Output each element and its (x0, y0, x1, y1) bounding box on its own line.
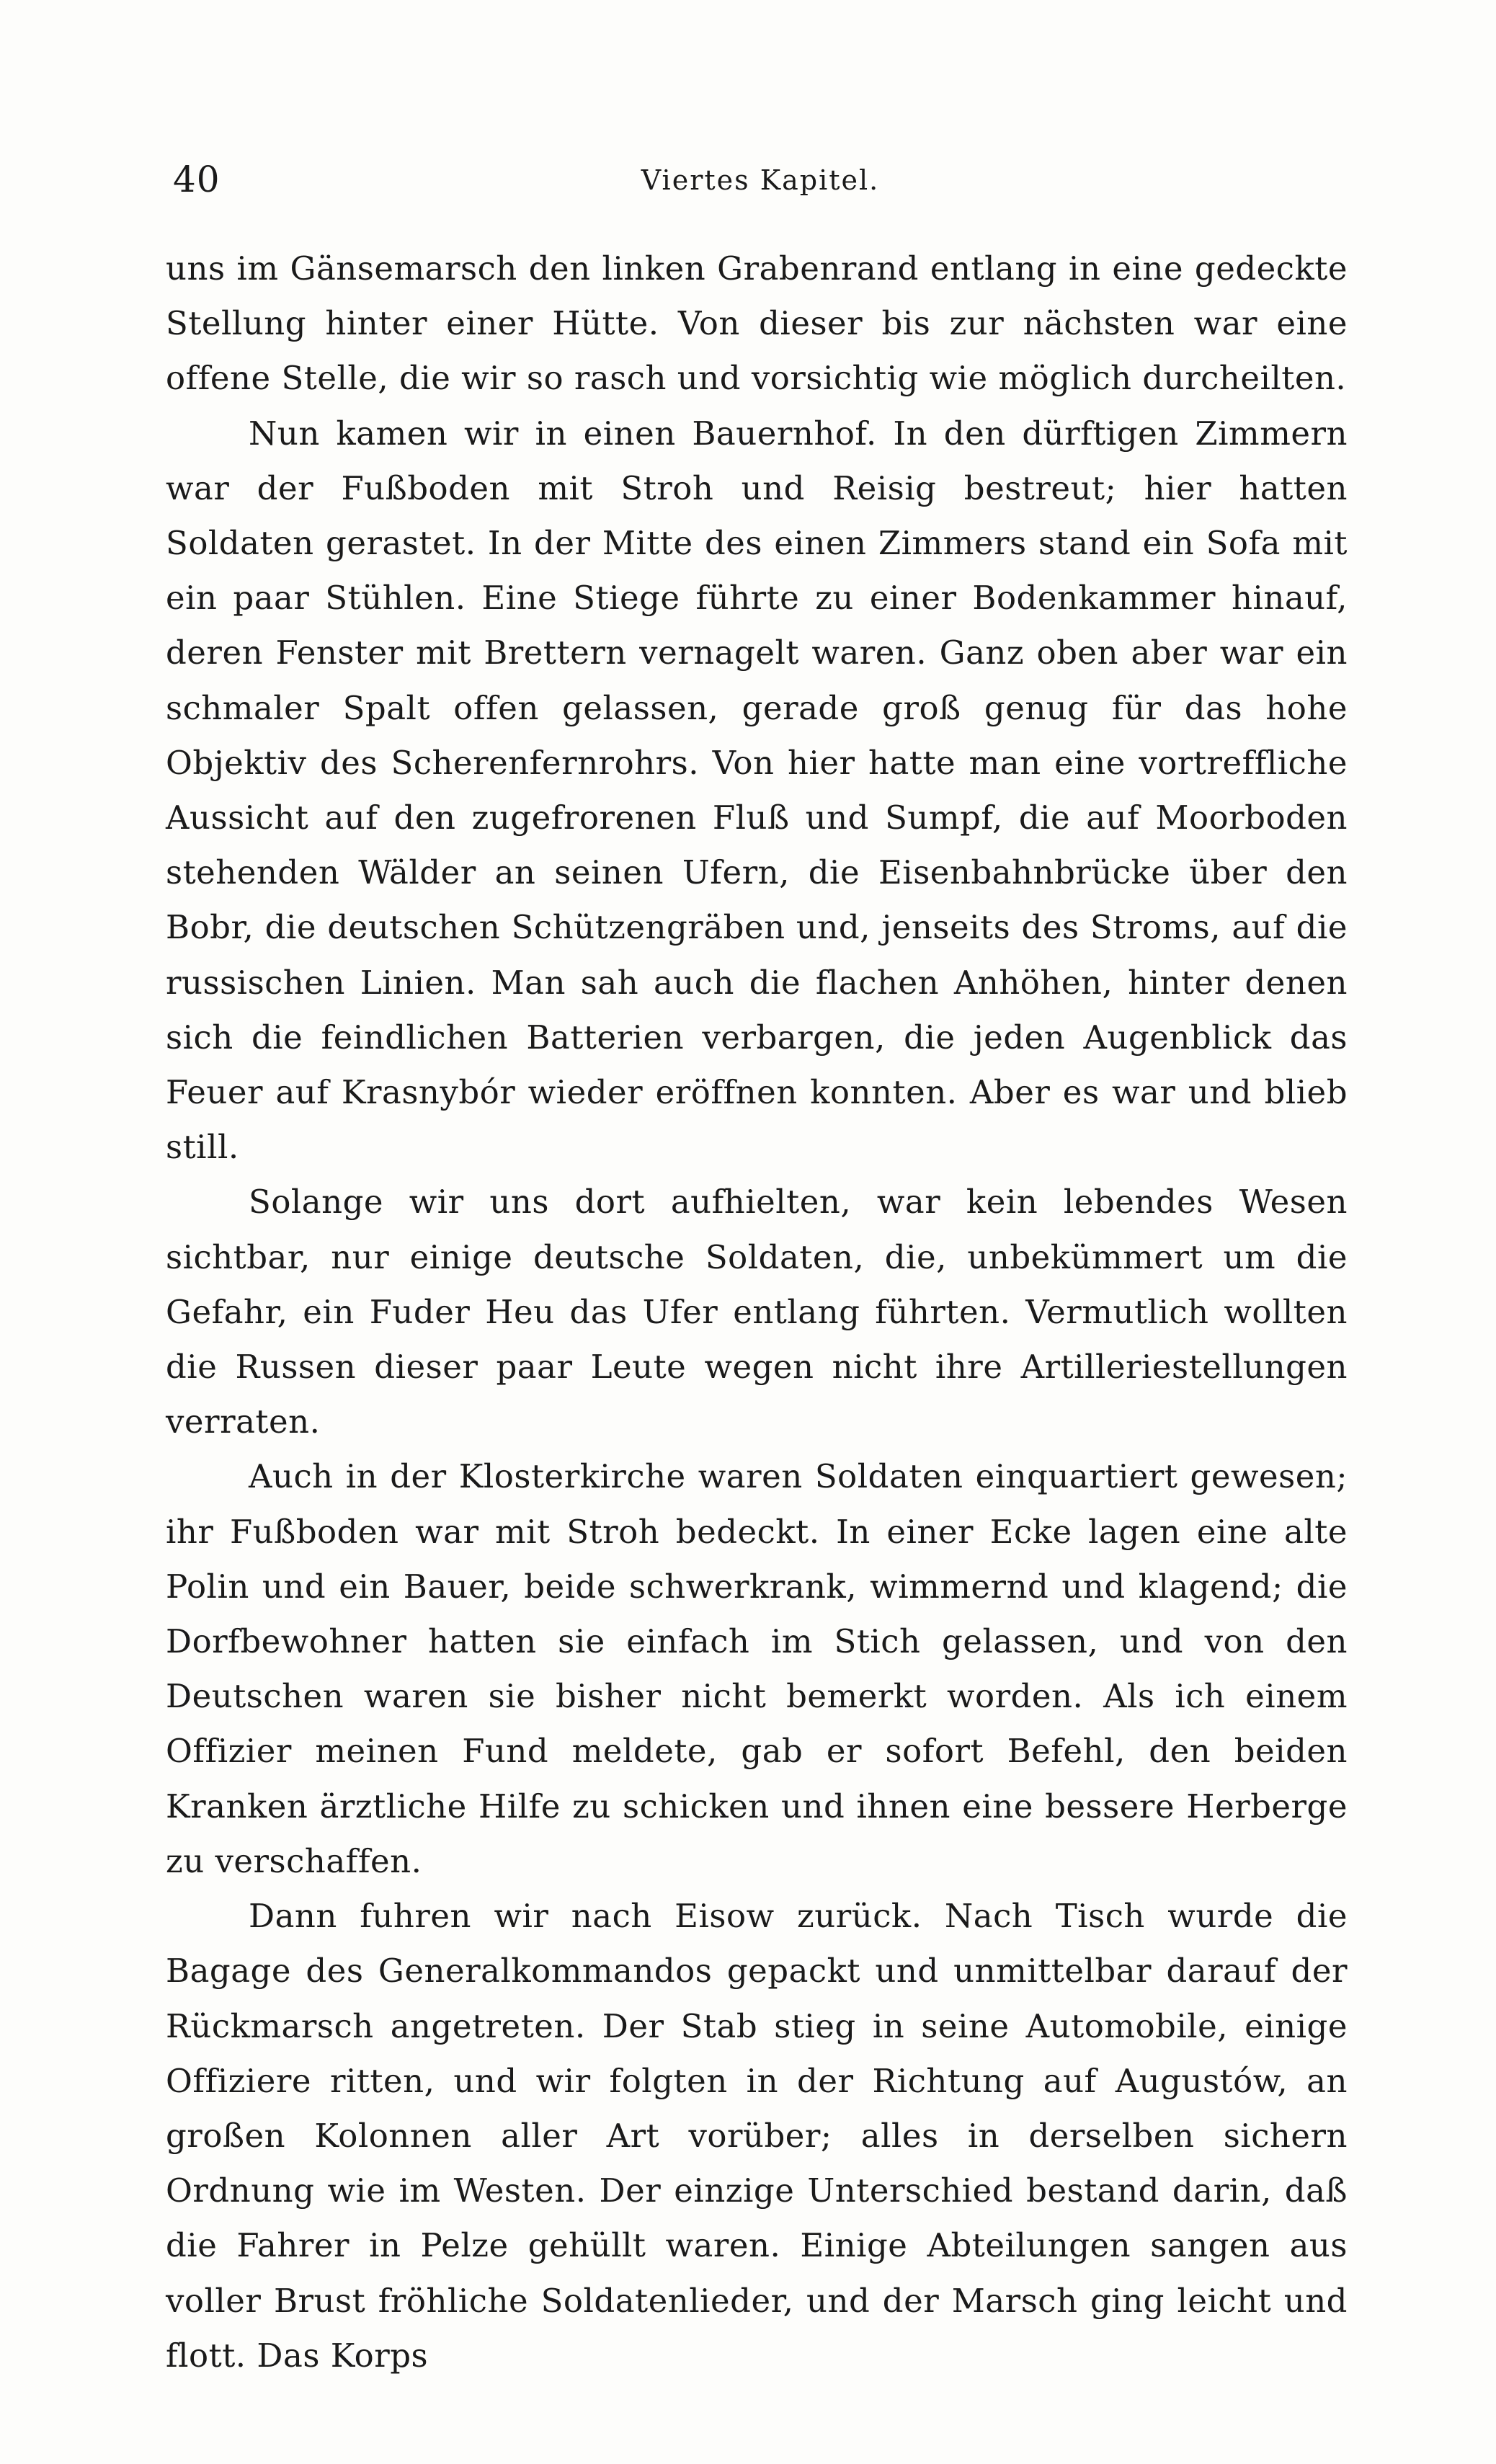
running-head: Viertes Kapitel. (641, 164, 880, 196)
page-number: 40 (173, 159, 221, 200)
paragraph: uns im Gänsemarsch den linken Grabenrand entlang in eine gedeckte Stellung hinter einer Hütte. Von dieser bis zur nächsten war eine offene Stelle, die wir so rasch und vorsichtig wie möglich durcheilten. (166, 249, 1348, 398)
body-text (166, 241, 1348, 2383)
paragraph: Solange wir uns dort aufhielten, war kein lebendes Wesen sichtbar, nur einige deutsche Soldaten, die, unbekümmert um die Gefahr, ein Fuder Heu das Ufer entlang führten. Vermutlich wollten die Russen dieser paar Leute wegen nicht ihre Artilleriestellungen verraten. (166, 1183, 1348, 1441)
paragraph: Dann fuhren wir nach Eisow zurück. Nach Tisch wurde die Bagage des Generalkommandos gepackt und unmittelbar darauf der Rückmarsch angetreten. Der Stab stieg in seine Automobile, einige Offiziere ritten, und wir folgten in der Richtung auf Augustów, an großen Kolonnen aller Art vorüber; alles in derselben sichern Ordnung wie im Westen. Der einzige Unterschied bestand darin, daß die Fahrer in Pelze gehüllt waren. Einige Abteilungen sangen aus voller Brust fröhliche Soldatenlieder, und der Marsch ging leicht und flott. Das Korps (166, 1897, 1348, 2375)
paragraph: Auch in der Klosterkirche waren Soldaten einquartiert gewesen; ihr Fußboden war mit Stroh bedeckt. In einer Ecke lagen eine alte Polin und ein Bauer, beide schwerkrank, wimmernd und klagend; die Dorfbewohner hatten sie einfach im Stich gelassen, und von den Deutschen waren sie bisher nicht bemerkt worden. Als ich einem Offizier meinen Fund meldete, gab er sofort Befehl, den beiden Kranken ärztliche Hilfe zu schicken und ihnen eine bessere Herberge zu verschaffen. (166, 1457, 1348, 1880)
paragraph: Nun kamen wir in einen Bauernhof. In den dürftigen Zimmern war der Fußboden mit Stroh und Reisig bestreut; hier hatten Soldaten gerastet. In der Mitte des einen Zimmers stand ein Sofa mit ein paar Stühlen. Eine Stiege führte zu einer Bodenkammer hinauf, deren Fenster mit Brettern vernagelt waren. Ganz oben aber war ein schmaler Spalt offen gelassen, gerade groß genug für das hohe Objektiv des Scherenfernrohrs. Von hier hatte man eine vortreffliche Aussicht auf den zugefrorenen Fluß und Sumpf, die auf Moorboden stehenden Wälder an seinen Ufern, die Eisenbahnbrücke über den Bobr, die deutschen Schützengräben und, jenseits des Stroms, auf die russischen Linien. Man sah auch die flachen Anhöhen, hinter denen sich die feindlichen Batterien verbargen, die jeden Augenblick das Feuer auf Krasnybór wieder eröffnen konnten. Aber es war und blieb still. (166, 414, 1348, 1167)
page-header (173, 159, 1348, 216)
